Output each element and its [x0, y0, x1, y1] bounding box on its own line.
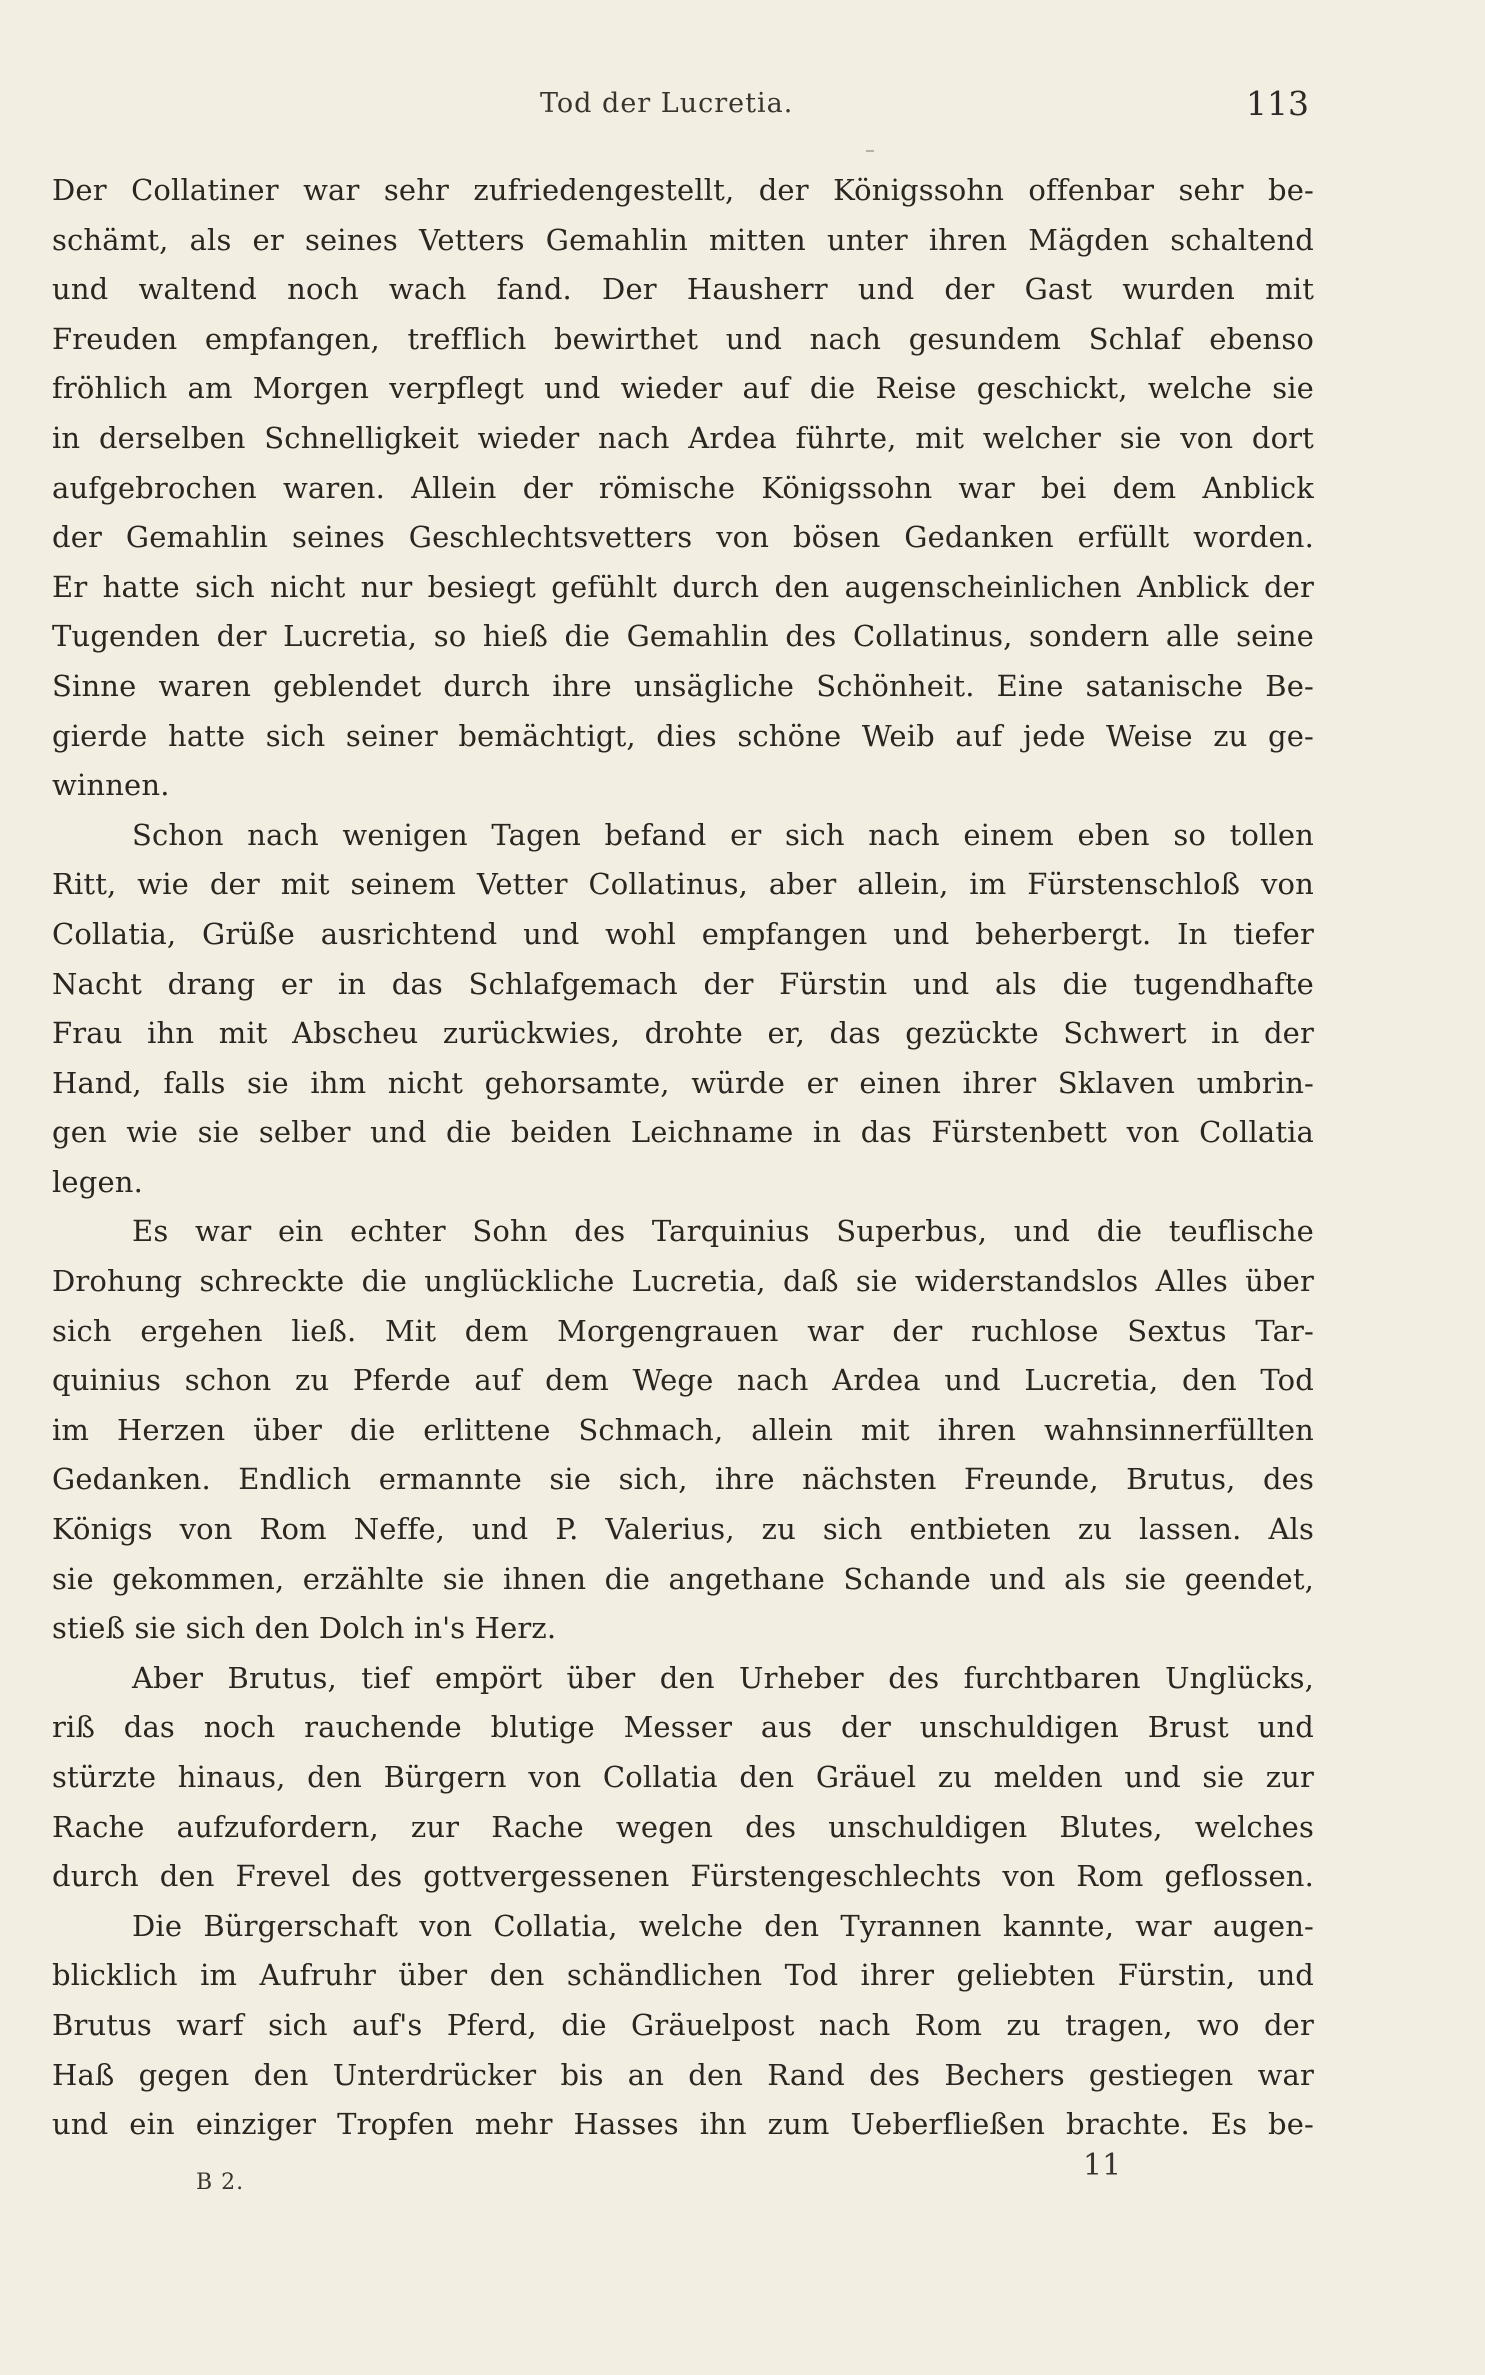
text-line: und waltend noch wach fand. Der Hausherr und der Gast wurden mit: [52, 272, 1314, 307]
text-line: Nacht drang er in das Schlafgemach der Fürstin und als die tugendhafte: [52, 966, 1314, 1001]
text-line: Brutus warf sich auf's Pferd, die Gräuelpost nach Rom zu tragen, wo der: [52, 2007, 1314, 2042]
text-line: gierde hatte sich seiner bemächtigt, dies schöne Weib auf jede Weise zu ge-: [52, 718, 1314, 753]
text-line: blicklich im Aufruhr über den schändlichen Tod ihrer geliebten Fürstin, und: [52, 1958, 1314, 1993]
text-line: winnen.: [52, 768, 170, 803]
running-head: [0, 84, 1485, 134]
text-line: Freuden empfangen, trefflich bewirthet und nach gesundem Schlaf ebenso: [52, 321, 1314, 356]
text-line: quinius schon zu Pferde auf dem Wege nach Ardea und Lucretia, den Tod: [52, 1363, 1314, 1398]
page-mark: [866, 150, 874, 152]
text-line: Ritt, wie der mit seinem Vetter Collatinus, aber allein, im Fürstenschloß von: [52, 867, 1314, 902]
body-text: [52, 166, 1314, 2150]
text-line: fröhlich am Morgen verpflegt und wieder auf die Reise geschickt, welche sie: [52, 371, 1314, 406]
text-line: Drohung schreckte die unglückliche Lucretia, daß sie widerstandslos Alles über: [52, 1264, 1314, 1299]
paragraph: [52, 166, 1314, 811]
text-line: Es war ein echter Sohn des Tarquinius Superbus, und die teuflische: [132, 1214, 1314, 1249]
text-line: in derselben Schnelligkeit wieder nach Ardea führte, mit welcher sie von dort: [52, 420, 1314, 455]
text-line: Collatia, Grüße ausrichtend und wohl empfangen und beherbergt. In tiefer: [52, 916, 1314, 951]
text-line: sich ergehen ließ. Mit dem Morgengrauen war der ruchlose Sextus Tar-: [52, 1313, 1314, 1348]
text-line: Schon nach wenigen Tagen befand er sich nach einem eben so tollen: [132, 817, 1314, 852]
text-line: durch den Frevel des gottvergessenen Fürstengeschlechts von Rom geflossen.: [52, 1859, 1314, 1894]
text-line: sie gekommen, erzählte sie ihnen die angethane Schande und als sie geendet,: [52, 1561, 1314, 1596]
text-line: Er hatte sich nicht nur besiegt gefühlt durch den augenscheinlichen Anblick der: [52, 569, 1314, 604]
text-line: schämt, als er seines Vetters Gemahlin mitten unter ihren Mägden schaltend: [52, 222, 1314, 257]
text-line: Hand, falls sie ihm nicht gehorsamte, würde er einen ihrer Sklaven umbrin-: [52, 1065, 1314, 1100]
text-line: Königs von Rom Neffe, und P. Valerius, zu sich entbieten zu lassen. Als: [52, 1512, 1314, 1547]
text-line: legen.: [52, 1164, 143, 1199]
paragraph: [52, 1654, 1314, 1902]
text-line: im Herzen über die erlittene Schmach, allein mit ihren wahnsinnerfüllten: [52, 1412, 1314, 1447]
signature-mark: B 2.: [196, 2170, 245, 2195]
running-head-title: Tod der Lucretia.: [540, 88, 794, 119]
text-line: Aber Brutus, tief empört über den Urheber des furchtbaren Unglücks,: [132, 1660, 1314, 1695]
text-line: Sinne waren geblendet durch ihre unsägliche Schönheit. Eine satanische Be-: [52, 668, 1314, 703]
text-line: Der Collatiner war sehr zufriedengestellt, der Königssohn offenbar sehr be-: [52, 173, 1314, 207]
text-line: Tugenden der Lucretia, so hieß die Gemahlin des Collatinus, sondern alle seine: [52, 619, 1314, 654]
text-line: der Gemahlin seines Geschlechtsvetters von bösen Gedanken erfüllt worden.: [52, 520, 1314, 555]
paragraph: [52, 1902, 1314, 2150]
text-line: stieß sie sich den Dolch in's Herz.: [52, 1611, 557, 1646]
paragraph: [52, 811, 1314, 1208]
sheet-number: 11: [1083, 2148, 1122, 2183]
text-line: Gedanken. Endlich ermannte sie sich, ihre nächsten Freunde, Brutus, des: [52, 1462, 1314, 1497]
text-line: und ein einziger Tropfen mehr Hasses ihn zum Ueberfließen brachte. Es be-: [52, 2107, 1314, 2142]
text-line: aufgebrochen waren. Allein der römische Königssohn war bei dem Anblick: [52, 470, 1314, 505]
text-line: Haß gegen den Unterdrücker bis an den Rand des Bechers gestiegen war: [52, 2057, 1314, 2092]
paragraph: [52, 1207, 1314, 1653]
text-line: stürzte hinaus, den Bürgern von Collatia den Gräuel zu melden und sie zur: [52, 1760, 1314, 1794]
text-line: Rache aufzufordern, zur Rache wegen des unschuldigen Blutes, welches: [52, 1809, 1314, 1844]
text-line: gen wie sie selber und die beiden Leichname in das Fürstenbett von Collatia: [52, 1115, 1314, 1150]
page-number: 113: [1246, 84, 1309, 123]
text-line: Frau ihn mit Abscheu zurückwies, drohte er, das gezückte Schwert in der: [52, 1016, 1314, 1051]
text-line: Die Bürgerschaft von Collatia, welche den Tyrannen kannte, war augen-: [132, 1908, 1314, 1943]
text-line: riß das noch rauchende blutige Messer aus der unschuldigen Brust und: [52, 1710, 1314, 1745]
